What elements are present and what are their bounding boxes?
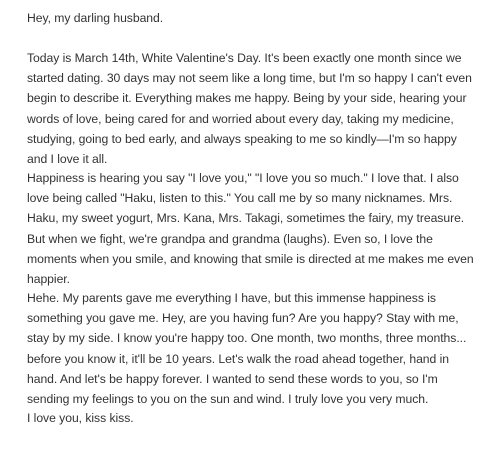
body-paragraph-1: Today is March 14th, White Valentine's Day. It's been exactly one month since we started dating. 30 days may not seem like a long time, but I'm so happy I can't even begin to describe it. Everything makes me happy. Being by your side, hearing your words of love, being cared for and worried about every day, taking my medicine, studying, going to bed early, and always speaking to me so kindly—I'm so happy and I love it all. bbox=[27, 51, 472, 167]
greeting-paragraph: Hey, my darling husband. bbox=[27, 11, 164, 25]
body-paragraph-3: Hehe. My parents gave me everything I have, but this immense happiness is something you gave me. Hey, are you having fun? Are you happy? Stay with me, stay by my side. I know you're happy too. One month, two months, three months... before you know it, it'll be 10 years. Let's walk the road ahead together, hand in hand. And let's be happy forever. I wanted to send these words to you, so I'm sending my feelings to you on the sun and wind. I truly love you very much. bbox=[27, 291, 467, 407]
closing-paragraph: I love you, kiss kiss. bbox=[27, 411, 134, 425]
body-paragraph-2: Happiness is hearing you say "I love you," "I love you so much." I love that. I also love being called "Haku, listen to this." You call me by so many nicknames. Mrs. Haku, my sweet yogurt, Mrs. Kana, Mrs. Takagi, sometimes the fairy, my treasure. But when we fight, we're grandpa and grandma (laughs). Even so, I love the moments when you smile, and knowing that smile is directed at me makes me even happier. bbox=[27, 171, 474, 287]
